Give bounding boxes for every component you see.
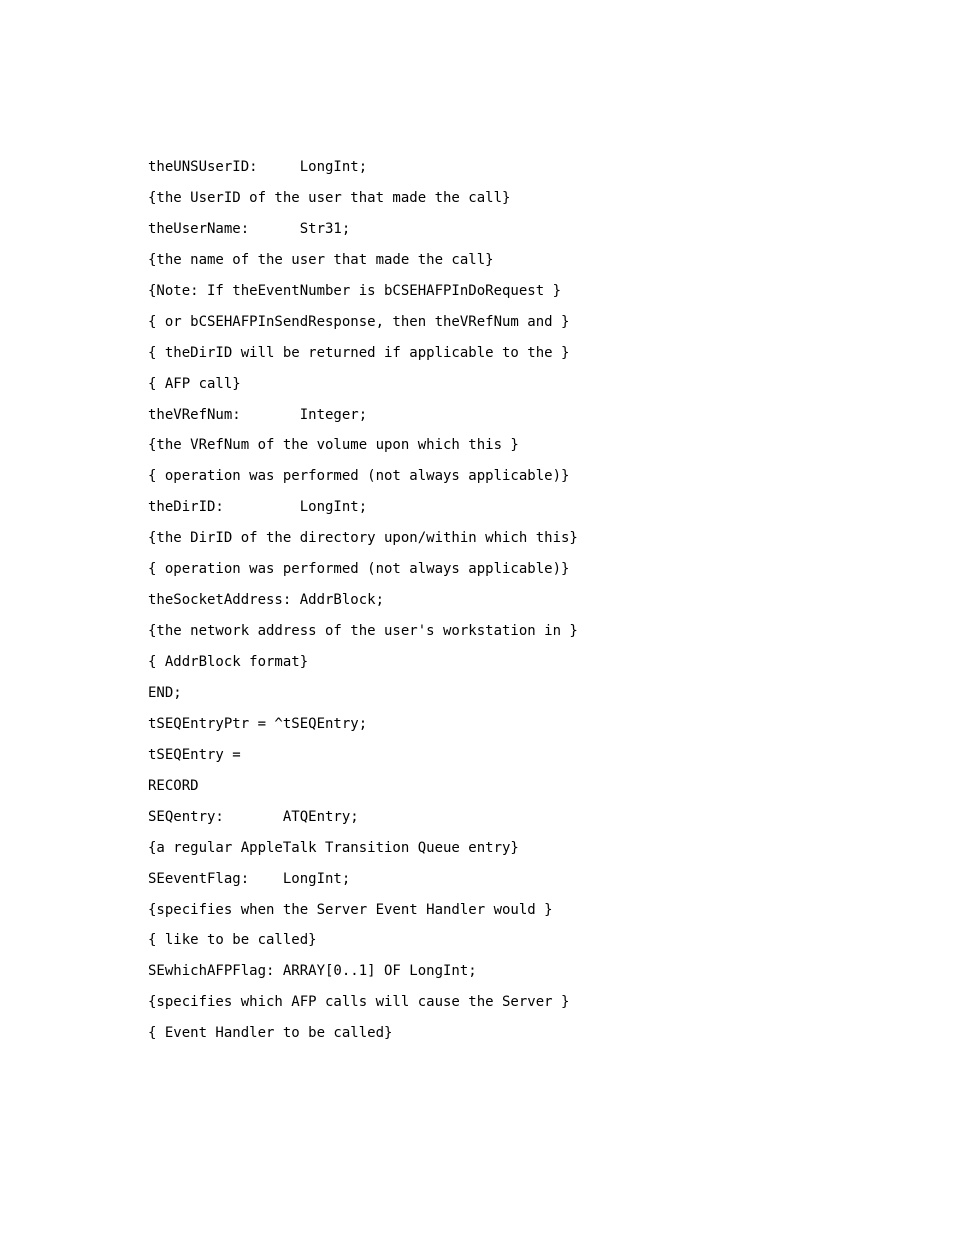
code-line: { AFP call} bbox=[148, 375, 241, 392]
code-line: SEwhichAFPFlag: ARRAY[0..1] OF LongInt; bbox=[148, 963, 477, 980]
code-line: { or bCSEHAFPInSendResponse, then theVRefNum and } bbox=[148, 313, 570, 330]
code-line: tSEQEntry = bbox=[148, 746, 241, 763]
code-line: theUNSUserID: LongInt; bbox=[148, 159, 368, 175]
code-line: theSocketAddress: AddrBlock; bbox=[148, 592, 385, 609]
code-line: { like to be called} bbox=[148, 932, 317, 949]
code-line: theUserName: Str31; bbox=[148, 220, 351, 237]
code-line: { AddrBlock format} bbox=[148, 654, 309, 670]
code-line: {a regular AppleTalk Transition Queue entry} bbox=[148, 839, 519, 856]
code-line: {the DirID of the directory upon/within which this} bbox=[148, 530, 578, 547]
code-line: {the UserID of the user that made the call} bbox=[148, 189, 511, 206]
code-line: {the VRefNum of the volume upon which this } bbox=[148, 437, 519, 454]
code-line: END; bbox=[148, 684, 182, 701]
code-line: theDirID: LongInt; bbox=[148, 499, 368, 516]
code-line: {specifies which AFP calls will cause the Server } bbox=[148, 994, 570, 1011]
code-line: { operation was performed (not always applicable)} bbox=[148, 468, 570, 485]
code-line: { theDirID will be returned if applicable to the } bbox=[148, 344, 570, 361]
code-line: {the network address of the user's workstation in } bbox=[148, 623, 578, 640]
code-line: { operation was performed (not always applicable)} bbox=[148, 561, 570, 578]
code-line: {the name of the user that made the call} bbox=[148, 251, 494, 268]
code-line: {Note: If theEventNumber is bCSEHAFPInDoRequest } bbox=[148, 282, 562, 299]
code-listing bbox=[148, 155, 848, 1052]
code-line: tSEQEntryPtr = ^tSEQEntry; bbox=[148, 715, 368, 732]
code-line: RECORD bbox=[148, 777, 199, 794]
code-line: SEQentry: ATQEntry; bbox=[148, 808, 359, 825]
code-line: SEeventFlag: LongInt; bbox=[148, 870, 351, 887]
code-line: { Event Handler to be called} bbox=[148, 1025, 393, 1042]
code-line: {specifies when the Server Event Handler would } bbox=[148, 901, 553, 918]
code-line: theVRefNum: Integer; bbox=[148, 406, 368, 423]
